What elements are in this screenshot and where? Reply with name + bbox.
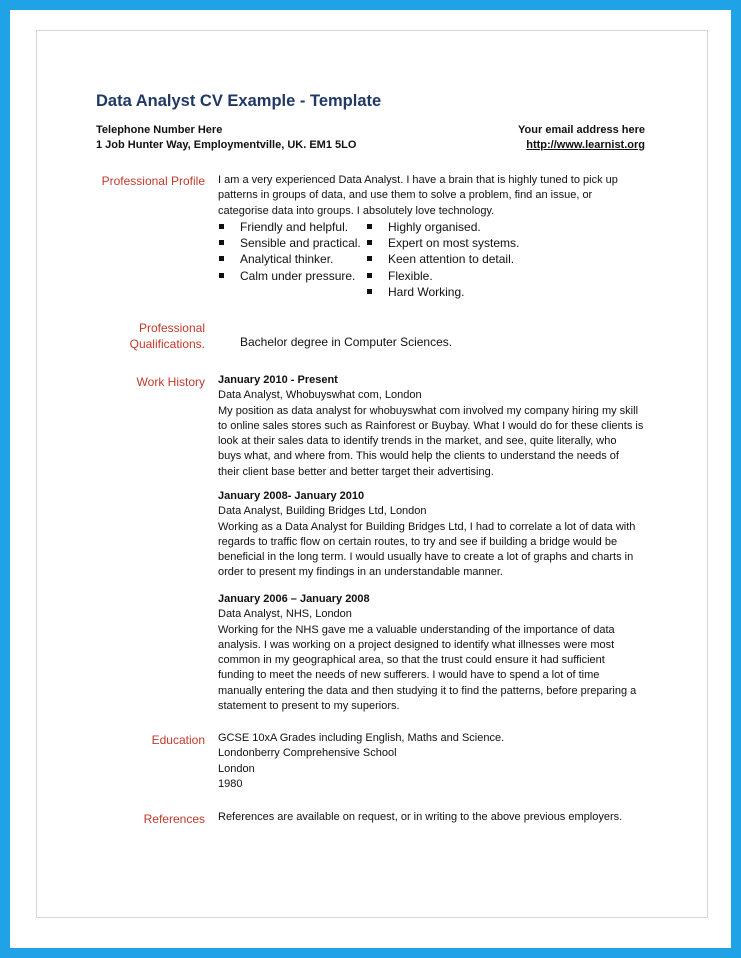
job-dates: January 2006 – January 2008: [218, 593, 370, 605]
work-history-label: Work History: [136, 375, 205, 389]
job-dates: January 2008- January 2010: [218, 490, 365, 502]
list-item: Flexible.: [366, 268, 519, 284]
education-line: Londonberry Comprehensive School: [218, 747, 397, 760]
profile-text: [218, 173, 618, 219]
references-text: References are available on request, or in writing to the above previous employers.: [218, 811, 623, 823]
profile-label: Professional Profile: [101, 174, 205, 188]
job-entry: [218, 489, 635, 581]
job-role: Data Analyst, NHS, London: [218, 608, 352, 621]
job-role: Data Analyst, Building Bridges Ltd, London: [218, 505, 427, 518]
education-text: [218, 731, 504, 792]
job-line: My position as data analyst for whobuyswhat com involved my company hiring my skill: [218, 404, 639, 417]
job-role: Data Analyst, Whobuyswhat com, London: [218, 389, 422, 402]
job-line: funding to meet the needs of new sufferers. I would have to spend a lot of time: [218, 669, 600, 682]
job-line: their client base better and better target their advertising.: [218, 465, 494, 478]
list-item: Analytical thinker.: [218, 251, 361, 267]
job-entry: [218, 373, 643, 480]
list-item: Hard Working.: [366, 284, 519, 300]
qualifications-label-line: Professional: [138, 321, 205, 335]
job-line: analysis. I was working on a project designed to identify what illnesses were most: [218, 638, 615, 651]
list-item: Highly organised.: [366, 219, 519, 235]
website-link-text[interactable]: http://www.learnist.org: [526, 139, 645, 151]
qualifications-label: [65, 320, 205, 352]
list-item: Sensible and practical.: [218, 235, 361, 251]
list-item: Calm under pressure.: [218, 268, 361, 284]
job-line: order to present my findings in an understandable manner.: [218, 566, 503, 579]
job-line: beneficial in the long term. I would usually have to create a lot of graphs and charts in: [218, 551, 634, 564]
job-line: look at their sales data to identify trends in the market, and see, quite literally, who: [218, 435, 617, 448]
education-label: Education: [151, 733, 205, 747]
email: Your email address here: [518, 124, 645, 136]
job-line: manually entering the data and then studying it to find the patterns, before preparing a: [218, 684, 637, 697]
job-line: buys what, and where from. This would help the clients to understand the needs of: [218, 450, 619, 463]
qualification-text: Bachelor degree in Computer Sciences.: [240, 335, 453, 349]
job-line: to online sales stores such as Rainforest or Buybay. What I would do for these clients is: [218, 419, 644, 432]
list-item: Keen attention to detail.: [366, 251, 519, 267]
job-line: regards to traffic flow on certain routes, to try and see if building a bridge would be: [218, 535, 618, 548]
job-line: common in my geographical area, so that the trust could ensure it had sufficient: [218, 654, 605, 667]
telephone: Telephone Number Here: [96, 124, 223, 136]
document-title: Data Analyst CV Example - Template: [96, 92, 382, 110]
website-link[interactable]: [526, 139, 645, 151]
education-line: 1980: [218, 777, 243, 790]
skills-list-left: [218, 219, 361, 284]
job-line: statement to present to my superiors.: [218, 700, 400, 713]
references-label: References: [143, 812, 205, 826]
list-item: Expert on most systems.: [366, 235, 519, 251]
skills-list-right: [366, 219, 519, 300]
job-entry: [218, 592, 636, 714]
qualifications-label-line: Qualifications.: [129, 337, 205, 351]
profile-line: I am a very experienced Data Analyst. I have a brain that is highly tuned to pick up: [218, 174, 618, 186]
job-line: Working as a Data Analyst for Building Bridges Ltd, I had to correlate a lot of data with: [218, 520, 636, 533]
education-line: GCSE 10xA Grades including English, Maths and Science.: [218, 732, 505, 744]
list-item: Friendly and helpful.: [218, 219, 361, 235]
job-dates: January 2010 - Present: [218, 374, 338, 386]
address: 1 Job Hunter Way, Employmentville, UK. EM1 5LO: [96, 139, 357, 151]
job-line: Working for the NHS gave me a valuable understanding of the importance of data: [218, 623, 615, 636]
education-line: London: [218, 762, 255, 775]
profile-line: categorise data into groups. I absolutely love technology.: [218, 204, 495, 217]
profile-line: patterns in groups of data, and use them to solve a problem, find an issue, or: [218, 189, 593, 202]
